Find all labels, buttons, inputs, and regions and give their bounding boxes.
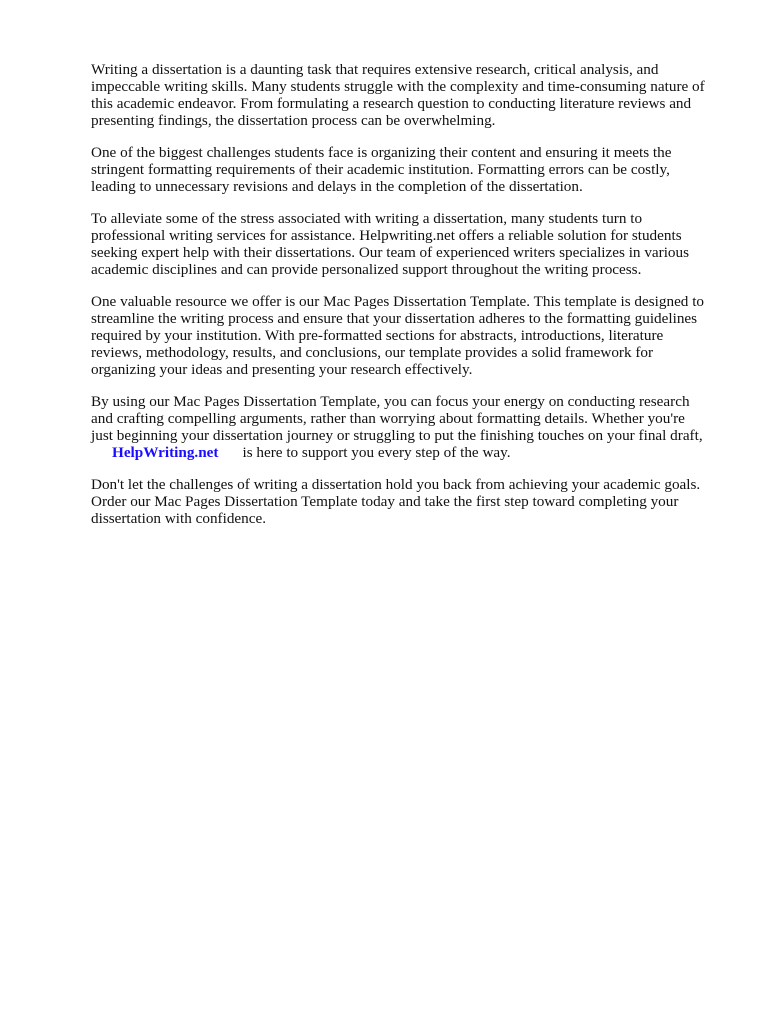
text-after-link: is here to support you every step of the way. [242, 444, 511, 461]
text-line: dissertation with confidence. [91, 510, 267, 527]
text-line-with-link [91, 444, 727, 461]
text-line: and crafting compelling arguments, rather than worrying about formatting details. Whether you're [91, 410, 685, 427]
text-line: To alleviate some of the stress associated with writing a dissertation, many students turn to [91, 210, 643, 227]
text-line: presenting findings, the dissertation process can be overwhelming. [91, 112, 496, 129]
text-line: One valuable resource we offer is our Mac Pages Dissertation Template. This template is designed to [91, 293, 705, 310]
text-line: professional writing services for assistance. Helpwriting.net offers a reliable solution for students [91, 227, 682, 244]
text-line: just beginning your dissertation journey or struggling to put the finishing touches on your final draft, [91, 427, 703, 444]
text-line: streamline the writing process and ensure that your dissertation adheres to the formatting guidelines [91, 310, 698, 327]
text-line: organizing your ideas and presenting your research effectively. [91, 361, 473, 378]
text-line: Order our Mac Pages Dissertation Template today and take the first step toward completing your [91, 493, 679, 510]
text-line: By using our Mac Pages Dissertation Template, you can focus your energy on conducting research [91, 393, 690, 410]
text-line: academic disciplines and can provide personalized support throughout the writing process. [91, 261, 642, 278]
text-line: stringent formatting requirements of their academic institution. Formatting errors can be costly, [91, 161, 670, 178]
paragraph-benefits [91, 393, 727, 461]
paragraph-services [91, 210, 727, 278]
paragraph-challenges [91, 144, 727, 195]
text-line: reviews, methodology, results, and conclusions, our template provides a solid framework for [91, 344, 654, 361]
text-line: leading to unnecessary revisions and delays in the completion of the dissertation. [91, 178, 583, 195]
document-body [91, 61, 727, 542]
text-line: Don't let the challenges of writing a dissertation hold you back from achieving your academic goals. [91, 476, 701, 493]
paragraph-template [91, 293, 727, 378]
paragraph-intro [91, 61, 727, 129]
text-line: seeking expert help with their dissertations. Our team of experienced writers specializes in various [91, 244, 690, 261]
text-line: this academic endeavor. From formulating a research question to conducting literature reviews and [91, 95, 692, 112]
paragraph-closing [91, 476, 727, 527]
text-line: required by your institution. With pre-formatted sections for abstracts, introductions, literature [91, 327, 664, 344]
helpwriting-link[interactable]: HelpWriting.net [112, 444, 219, 461]
text-line: Writing a dissertation is a daunting task that requires extensive research, critical analysis, and [91, 61, 659, 78]
text-line: One of the biggest challenges students face is organizing their content and ensuring it meets the [91, 144, 672, 161]
text-line: impeccable writing skills. Many students struggle with the complexity and time-consuming nature of [91, 78, 705, 95]
